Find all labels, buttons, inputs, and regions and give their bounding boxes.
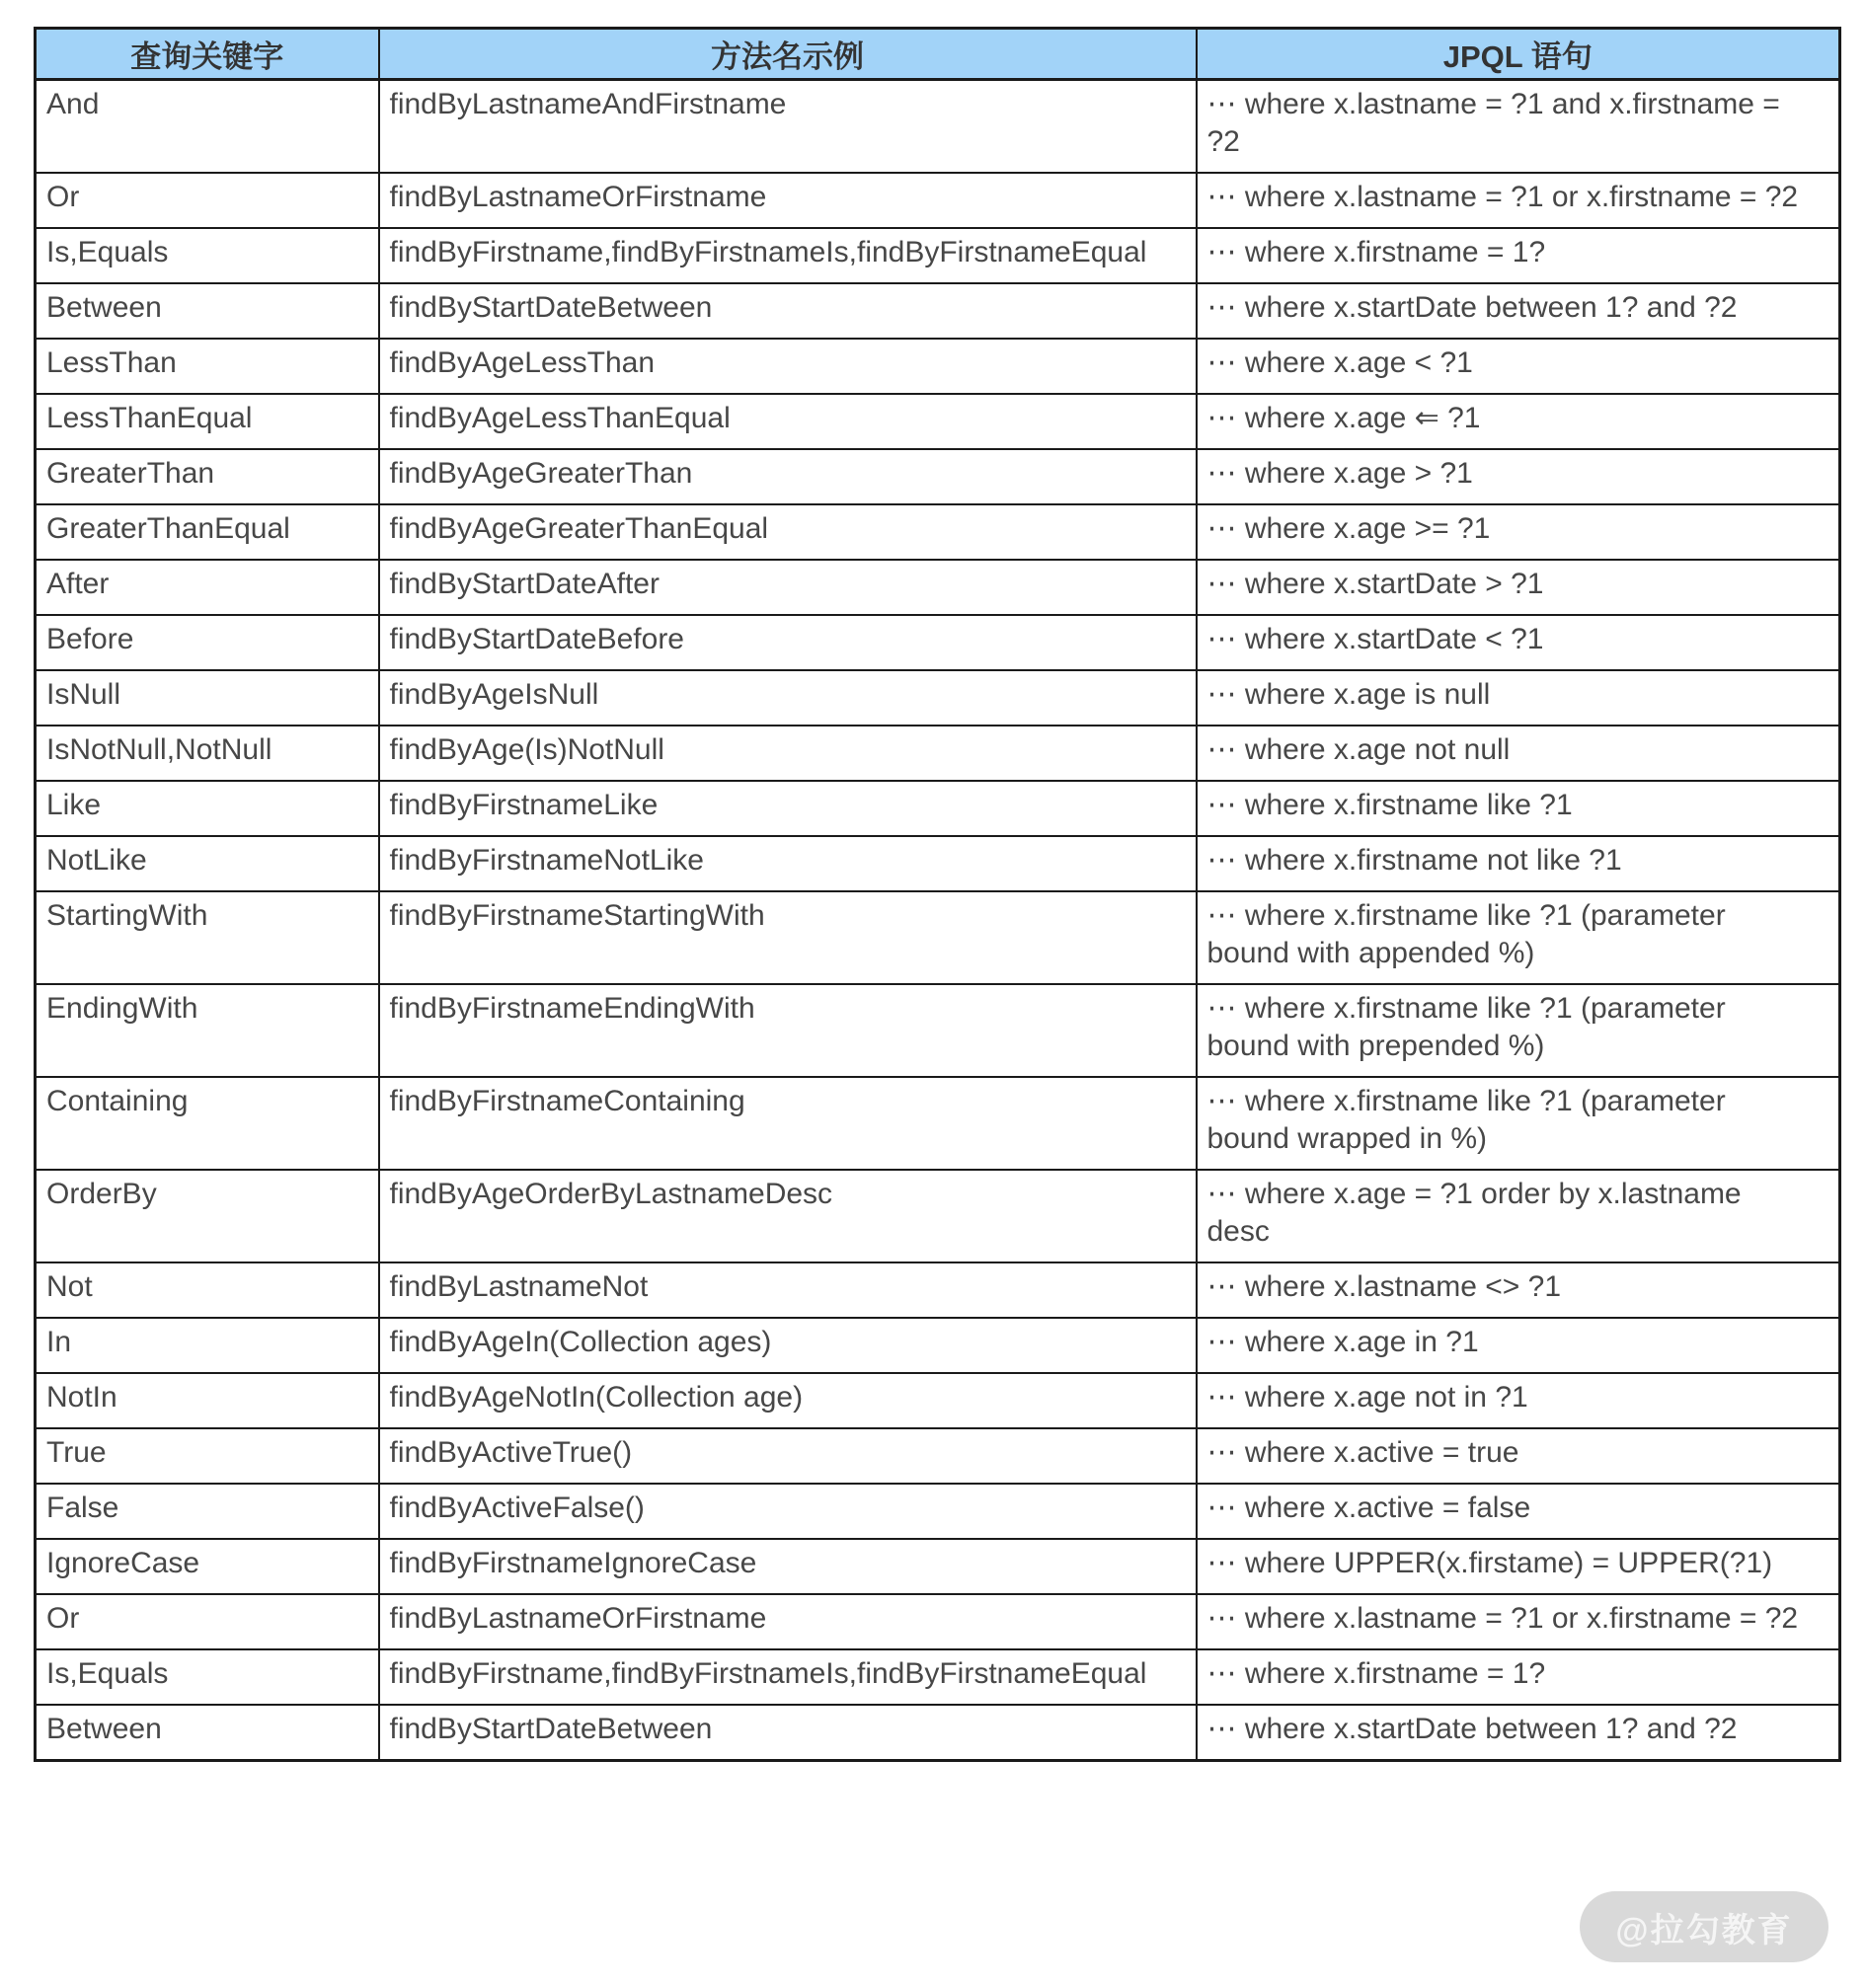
method-cell: findByAgeIn(Collection ages) bbox=[379, 1318, 1197, 1373]
method-cell: findByStartDateAfter bbox=[379, 560, 1197, 615]
keyword-cell: True bbox=[36, 1428, 379, 1484]
keyword-cell: Like bbox=[36, 781, 379, 836]
jpql-cell: ⋯ where x.firstname like ?1 (parameter bound wrapped in %) bbox=[1197, 1077, 1840, 1170]
method-cell: findByActiveTrue() bbox=[379, 1428, 1197, 1484]
table-row bbox=[36, 394, 1840, 449]
method-cell: findByLastnameOrFirstname bbox=[379, 173, 1197, 228]
jpql-cell: ⋯ where x.active = false bbox=[1197, 1484, 1840, 1539]
keyword-cell: Is,Equals bbox=[36, 1649, 379, 1705]
jpql-cell: ⋯ where UPPER(x.firstame) = UPPER(?1) bbox=[1197, 1539, 1840, 1594]
table-row bbox=[36, 173, 1840, 228]
jpql-cell: ⋯ where x.firstname = 1? bbox=[1197, 1649, 1840, 1705]
table-row bbox=[36, 1170, 1840, 1262]
table-row bbox=[36, 560, 1840, 615]
table-row bbox=[36, 1373, 1840, 1428]
jpql-cell: ⋯ where x.startDate < ?1 bbox=[1197, 615, 1840, 670]
jpql-cell: ⋯ where x.age not null bbox=[1197, 726, 1840, 781]
keyword-cell: OrderBy bbox=[36, 1170, 379, 1262]
table-row bbox=[36, 1262, 1840, 1318]
keyword-cell: Containing bbox=[36, 1077, 379, 1170]
keyword-cell: IgnoreCase bbox=[36, 1539, 379, 1594]
keyword-cell: IsNull bbox=[36, 670, 379, 726]
method-cell: findByLastnameAndFirstname bbox=[379, 80, 1197, 174]
table-row bbox=[36, 1428, 1840, 1484]
method-cell: findByAgeLessThanEqual bbox=[379, 394, 1197, 449]
keyword-cell: LessThanEqual bbox=[36, 394, 379, 449]
jpql-cell: ⋯ where x.age >= ?1 bbox=[1197, 504, 1840, 560]
table-row bbox=[36, 891, 1840, 984]
jpql-cell: ⋯ where x.age is null bbox=[1197, 670, 1840, 726]
jpql-cell: ⋯ where x.firstname = 1? bbox=[1197, 228, 1840, 283]
table-row bbox=[36, 339, 1840, 394]
table-row bbox=[36, 726, 1840, 781]
method-cell: findByAgeGreaterThan bbox=[379, 449, 1197, 504]
table-row bbox=[36, 80, 1840, 174]
jpql-cell: ⋯ where x.startDate between 1? and ?2 bbox=[1197, 1705, 1840, 1761]
keyword-cell: Between bbox=[36, 1705, 379, 1761]
table-row bbox=[36, 504, 1840, 560]
table-row bbox=[36, 1318, 1840, 1373]
method-cell: findByAgeOrderByLastnameDesc bbox=[379, 1170, 1197, 1262]
table-row bbox=[36, 836, 1840, 891]
header-cell-method: 方法名示例 bbox=[379, 29, 1197, 80]
table-row bbox=[36, 283, 1840, 339]
method-cell: findByAgeGreaterThanEqual bbox=[379, 504, 1197, 560]
method-cell: findByAgeNotIn(Collection age) bbox=[379, 1373, 1197, 1428]
method-cell: findByFirstname,findByFirstnameIs,findByFirstnameEqual bbox=[379, 1649, 1197, 1705]
jpql-cell: ⋯ where x.lastname = ?1 or x.firstname = ?2 bbox=[1197, 173, 1840, 228]
keyword-cell: In bbox=[36, 1318, 379, 1373]
jpql-cell: ⋯ where x.age < ?1 bbox=[1197, 339, 1840, 394]
method-cell: findByLastnameOrFirstname bbox=[379, 1594, 1197, 1649]
keyword-cell: Is,Equals bbox=[36, 228, 379, 283]
method-cell: findByStartDateBetween bbox=[379, 1705, 1197, 1761]
method-cell: findByAge(Is)NotNull bbox=[379, 726, 1197, 781]
jpql-cell: ⋯ where x.lastname = ?1 or x.firstname = ?2 bbox=[1197, 1594, 1840, 1649]
jpql-cell: ⋯ where x.firstname like ?1 (parameter bound with prepended %) bbox=[1197, 984, 1840, 1077]
keyword-cell: NotIn bbox=[36, 1373, 379, 1428]
table-header bbox=[36, 29, 1840, 80]
method-cell: findByFirstnameStartingWith bbox=[379, 891, 1197, 984]
jpql-cell: ⋯ where x.age ⇐ ?1 bbox=[1197, 394, 1840, 449]
keyword-cell: NotLike bbox=[36, 836, 379, 891]
header-cell-keyword: 查询关键字 bbox=[36, 29, 379, 80]
table-row bbox=[36, 1539, 1840, 1594]
table-row bbox=[36, 1649, 1840, 1705]
jpql-cell: ⋯ where x.startDate between 1? and ?2 bbox=[1197, 283, 1840, 339]
method-cell: findByAgeLessThan bbox=[379, 339, 1197, 394]
jpql-cell: ⋯ where x.firstname like ?1 (parameter bound with appended %) bbox=[1197, 891, 1840, 984]
keyword-cell: Between bbox=[36, 283, 379, 339]
keyword-cell: Or bbox=[36, 1594, 379, 1649]
jpql-cell: ⋯ where x.age > ?1 bbox=[1197, 449, 1840, 504]
table-row bbox=[36, 781, 1840, 836]
method-cell: findByFirstname,findByFirstnameIs,findByFirstnameEqual bbox=[379, 228, 1197, 283]
keyword-cell: EndingWith bbox=[36, 984, 379, 1077]
jpql-cell: ⋯ where x.firstname like ?1 bbox=[1197, 781, 1840, 836]
table-row bbox=[36, 615, 1840, 670]
table-row bbox=[36, 449, 1840, 504]
method-cell: findByActiveFalse() bbox=[379, 1484, 1197, 1539]
jpql-cell: ⋯ where x.age = ?1 order by x.lastname desc bbox=[1197, 1170, 1840, 1262]
keyword-cell: Not bbox=[36, 1262, 379, 1318]
keyword-cell: And bbox=[36, 80, 379, 174]
jpql-cell: ⋯ where x.startDate > ?1 bbox=[1197, 560, 1840, 615]
table-row bbox=[36, 670, 1840, 726]
method-cell: findByAgeIsNull bbox=[379, 670, 1197, 726]
jpql-cell: ⋯ where x.firstname not like ?1 bbox=[1197, 836, 1840, 891]
table-row bbox=[36, 1077, 1840, 1170]
method-cell: findByStartDateBetween bbox=[379, 283, 1197, 339]
jpql-cell: ⋯ where x.lastname = ?1 and x.firstname = ?2 bbox=[1197, 80, 1840, 174]
table-row bbox=[36, 228, 1840, 283]
keyword-cell: Before bbox=[36, 615, 379, 670]
table-row bbox=[36, 1705, 1840, 1761]
table-body bbox=[36, 80, 1840, 1761]
jpql-cell: ⋯ where x.active = true bbox=[1197, 1428, 1840, 1484]
keyword-cell: LessThan bbox=[36, 339, 379, 394]
method-cell: findByFirstnameIgnoreCase bbox=[379, 1539, 1197, 1594]
method-cell: findByFirstnameContaining bbox=[379, 1077, 1197, 1170]
keyword-cell: After bbox=[36, 560, 379, 615]
keyword-cell: IsNotNull,NotNull bbox=[36, 726, 379, 781]
keyword-cell: GreaterThan bbox=[36, 449, 379, 504]
table-row bbox=[36, 1594, 1840, 1649]
jpql-cell: ⋯ where x.age in ?1 bbox=[1197, 1318, 1840, 1373]
header-row bbox=[36, 29, 1840, 80]
jpa-query-keyword-table bbox=[34, 27, 1841, 1762]
jpql-cell: ⋯ where x.age not in ?1 bbox=[1197, 1373, 1840, 1428]
header-cell-jpql: JPQL 语句 bbox=[1197, 29, 1840, 80]
method-cell: findByFirstnameNotLike bbox=[379, 836, 1197, 891]
watermark-badge: @拉勾教育 bbox=[1580, 1891, 1828, 1962]
jpql-cell: ⋯ where x.lastname <> ?1 bbox=[1197, 1262, 1840, 1318]
method-cell: findByStartDateBefore bbox=[379, 615, 1197, 670]
keyword-cell: False bbox=[36, 1484, 379, 1539]
keyword-cell: StartingWith bbox=[36, 891, 379, 984]
method-cell: findByLastnameNot bbox=[379, 1262, 1197, 1318]
table-row bbox=[36, 984, 1840, 1077]
method-cell: findByFirstnameLike bbox=[379, 781, 1197, 836]
method-cell: findByFirstnameEndingWith bbox=[379, 984, 1197, 1077]
table-row bbox=[36, 1484, 1840, 1539]
keyword-cell: Or bbox=[36, 173, 379, 228]
keyword-cell: GreaterThanEqual bbox=[36, 504, 379, 560]
